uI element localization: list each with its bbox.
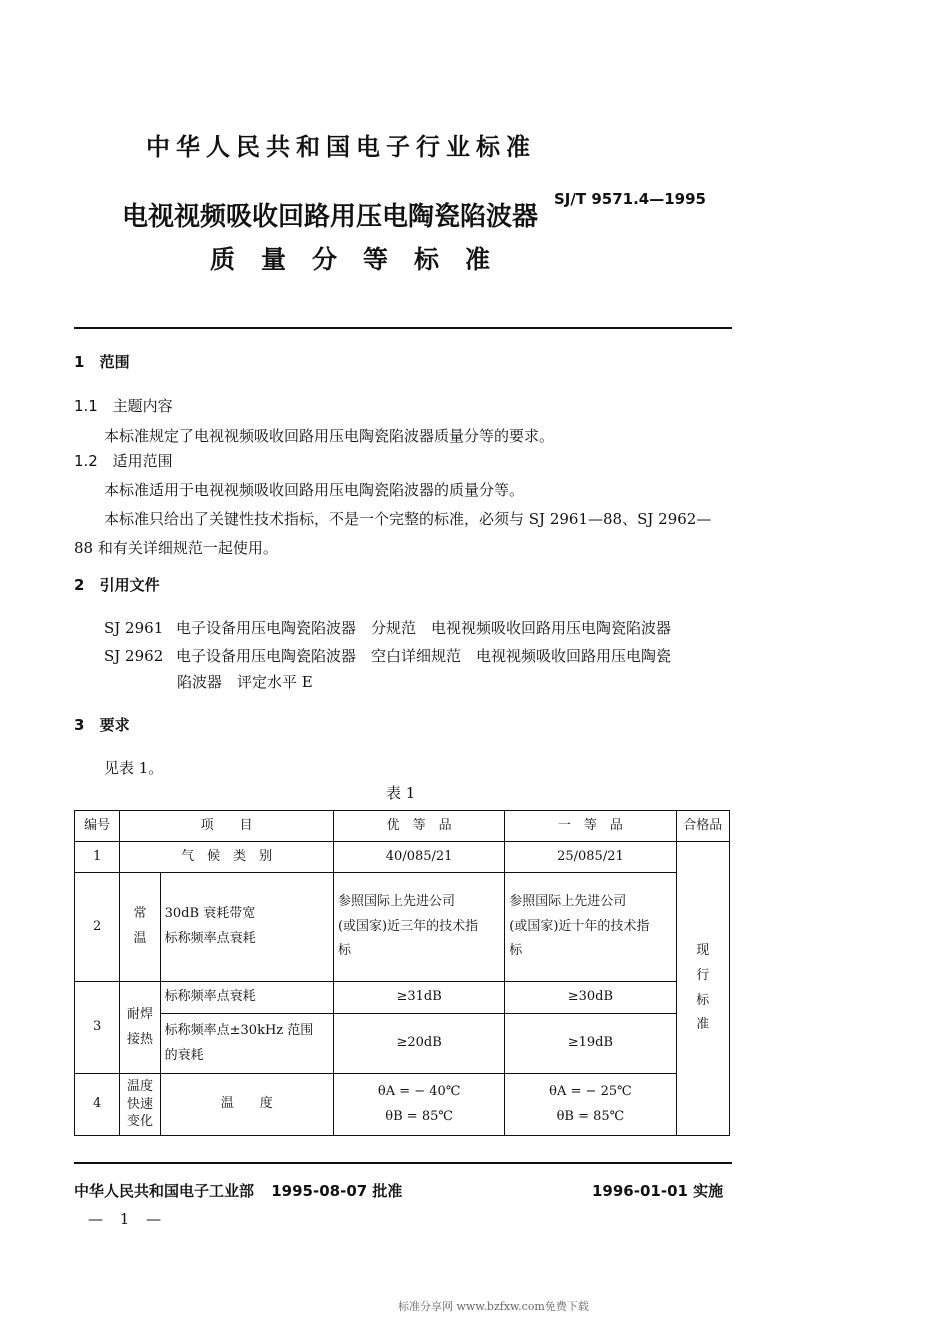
group-text: 快速: [126, 1096, 153, 1112]
qualified-text: 现: [696, 943, 710, 959]
reference-title: 电子设备用压电陶瓷陷波器 分规范 电视视频吸收回路用压电陶瓷陷波器: [176, 619, 672, 637]
watermark: 标准分享网 www.bzfxw.com免费下载: [398, 1300, 589, 1313]
paragraph: 本标准只给出了关键性技术指标，不是一个完整的标准，必须与 SJ 2961—88、SJ 2962—: [104, 510, 712, 528]
item-line: 标称频率点±30kHz 范围: [164, 1022, 314, 1038]
paragraph: 本标准规定了电视视频吸收回路用压电陶瓷陷波器质量分等的要求。: [104, 427, 555, 445]
header-qualified: 合格品: [676, 811, 729, 842]
header-excellent: 优 等 品: [333, 811, 504, 842]
header-first-class: 一 等 品: [505, 811, 676, 842]
cell-line: (或国家)近三年的技术指: [337, 918, 479, 934]
qualified-text: 行: [696, 967, 710, 983]
paragraph: 见表 1。: [104, 759, 164, 777]
reference-item: [104, 645, 671, 666]
section-number: 2: [74, 576, 85, 594]
item-cell: [160, 1014, 333, 1074]
first-class-cell: 25/085/21: [505, 842, 676, 873]
cell-line: 参照国际上先进公司: [509, 893, 627, 909]
reference-title: 电子设备用压电陶瓷陷波器 空白详细规范 电视视频吸收回路用压电陶瓷: [176, 647, 672, 665]
row-number: 3: [75, 982, 120, 1074]
paragraph-continuation: 88 和有关详细规范一起使用。: [74, 539, 278, 557]
row-number: 2: [75, 873, 120, 982]
reference-code: SJ 2961: [104, 619, 164, 637]
cell-line: θA = − 40℃: [377, 1083, 461, 1099]
item-cell: 气 候 类 别: [120, 842, 334, 873]
excellent-cell: ≥31dB: [333, 982, 504, 1014]
effective-date: 1996-01-01 实施: [592, 1182, 724, 1200]
section-number: 3: [74, 716, 85, 734]
table-row: [75, 982, 730, 1014]
cell-line: (或国家)近十年的技术指: [509, 918, 650, 934]
item-line: 标称频率点衰耗: [164, 931, 256, 946]
group-text: 接热: [126, 1031, 153, 1047]
standard-code: SJ/T 9571.4—1995: [554, 190, 706, 208]
section-1-heading: [74, 351, 130, 372]
item-line: 的衰耗: [164, 1047, 204, 1063]
item-cell: [160, 873, 333, 982]
footer-divider: [74, 1162, 732, 1164]
qualified-cell: [676, 842, 729, 1136]
reference-title-continuation: 陷波器 评定水平 E: [177, 673, 313, 691]
table-row: [75, 842, 730, 873]
cell-line: 标: [509, 943, 523, 959]
table-row: [75, 1014, 730, 1074]
approver: 中华人民共和国电子工业部: [74, 1182, 255, 1200]
approval-line: [74, 1180, 402, 1201]
header-divider: [74, 327, 732, 329]
issuing-organization: 中华人民共和国电子行业标准: [146, 133, 536, 161]
group-cell: [120, 1074, 160, 1136]
table-header-row: [75, 811, 730, 842]
section-title: 要求: [99, 716, 130, 734]
section-1-1-heading: [74, 395, 173, 416]
table-row: [75, 873, 730, 982]
qualified-text: 准: [696, 1017, 710, 1033]
row-number: 1: [75, 842, 120, 873]
cell-line: θB = 85℃: [385, 1108, 453, 1124]
cell-line: 参照国际上先进公司: [337, 893, 455, 909]
section-title: 范围: [99, 353, 130, 371]
table-caption: 表 1: [386, 784, 416, 802]
section-title: 主题内容: [112, 397, 173, 415]
page-number: — 1 —: [88, 1210, 168, 1228]
group-text: 常: [133, 906, 147, 922]
first-class-cell: [505, 873, 676, 982]
cell-line: θB = 85℃: [556, 1108, 625, 1124]
reference-code: SJ 2962: [104, 647, 164, 665]
row-number: 4: [75, 1074, 120, 1136]
section-title: 适用范围: [112, 452, 173, 470]
excellent-cell: 40/085/21: [333, 842, 504, 873]
approval-date: 1995-08-07 批准: [271, 1182, 403, 1200]
group-text: 温度: [126, 1079, 153, 1095]
item-cell: 标称频率点衰耗: [160, 982, 333, 1014]
standard-title: 电视视频吸收回路用压电陶瓷陷波器: [122, 202, 539, 232]
first-class-cell: ≥19dB: [505, 1014, 676, 1074]
section-1-2-heading: [74, 450, 173, 471]
section-number: 1: [74, 353, 85, 371]
excellent-cell: [333, 1074, 504, 1136]
cell-line: 标: [337, 943, 351, 959]
first-class-cell: ≥30dB: [505, 982, 676, 1014]
group-text: 温: [133, 931, 147, 946]
table-row: [75, 1074, 730, 1136]
section-number: 1.1: [74, 397, 98, 415]
section-2-heading: [74, 574, 160, 595]
item-cell: 温 度: [160, 1074, 333, 1136]
group-cell: [120, 873, 160, 982]
excellent-cell: ≥20dB: [333, 1014, 504, 1074]
group-cell: [120, 982, 160, 1074]
section-number: 1.2: [74, 452, 98, 470]
standard-subtitle: 质量分等标准: [210, 245, 517, 274]
paragraph: 本标准适用于电视视频吸收回路用压电陶瓷陷波器的质量分等。: [104, 481, 525, 499]
first-class-cell: [505, 1074, 676, 1136]
header-no: 编号: [75, 811, 120, 842]
requirements-table: [74, 810, 730, 1136]
section-title: 引用文件: [99, 576, 160, 594]
excellent-cell: [333, 873, 504, 982]
qualified-text: 标: [696, 992, 710, 1008]
group-text: 耐焊: [126, 1006, 153, 1022]
cell-line: θA = − 25℃: [549, 1083, 632, 1099]
section-3-heading: [74, 714, 130, 735]
reference-item: [104, 617, 671, 638]
item-line: 30dB 衰耗带宽: [164, 906, 256, 922]
header-item: 项 目: [120, 811, 334, 842]
group-text: 变化: [126, 1114, 153, 1130]
